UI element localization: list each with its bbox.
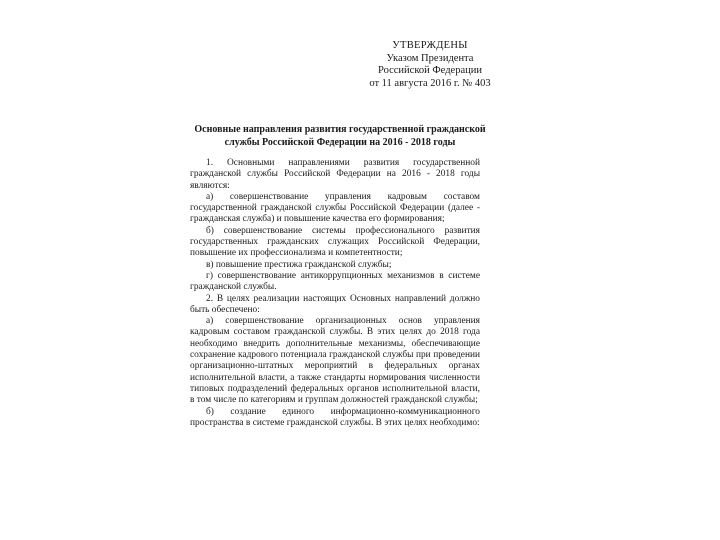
- approval-date: от 11 августа 2016 г. № 403: [369, 77, 491, 89]
- paragraph-2: 2. В целях реализации настоящих Основных направлений должно быть обеспечено:: [190, 293, 480, 315]
- document-body: [190, 158, 480, 429]
- paragraph-2a: а) совершенствование организационных основ управления кадровым составом гражданской службы. В этих целях до 2018 года необходимо внедрить дополнительные механизмы, обеспечивающие сохранение кадрового потенциала гражданской службы при проведении организационно-штатных мероприятий в федеральных органах исполнительной власти, а также стандарты нормирования численности типовых подразделений федеральных органов исполнительной власти, в том числе по категориям и группам должностей гражданской службы;: [190, 316, 480, 406]
- approval-stamp: [360, 40, 500, 90]
- paragraph-1b: б) совершенствование системы профессионального развития государственных гражданских служащих Российской Федерации, повышение их профессионализма и компетентности;: [190, 225, 480, 259]
- title-line-2: службы Российской Федерации на 2016 - 2018 годы: [224, 136, 456, 148]
- paragraph-1c: в) повышение престижа гражданской службы;: [206, 259, 392, 270]
- approval-country: Российской Федерации: [378, 65, 482, 76]
- paragraph-1: 1. Основными направлениями развития государственной гражданской службы Российской Федерации на 2016 - 2018 годы являются:: [190, 158, 480, 191]
- paragraph-1d: г) совершенствование антикоррупционных механизмов в системе гражданской службы.: [190, 270, 480, 293]
- approval-heading: УТВЕРЖДЕНЫ: [392, 40, 468, 51]
- document-title: [190, 124, 490, 149]
- approval-decree: Указом Президента: [386, 52, 474, 64]
- paragraph-1a: а) совершенствование управления кадровым составом государственной гражданской службы Российской Федерации (далее - гражданская служба) и повышение качества его формирования;: [190, 191, 480, 225]
- title-line-1: Основные направления развития государственной гражданской: [194, 124, 486, 135]
- paragraph-2b: б) создание единого информационно-коммуникационного пространства в системе гражданской службы. В этих целях необходимо:: [190, 406, 480, 428]
